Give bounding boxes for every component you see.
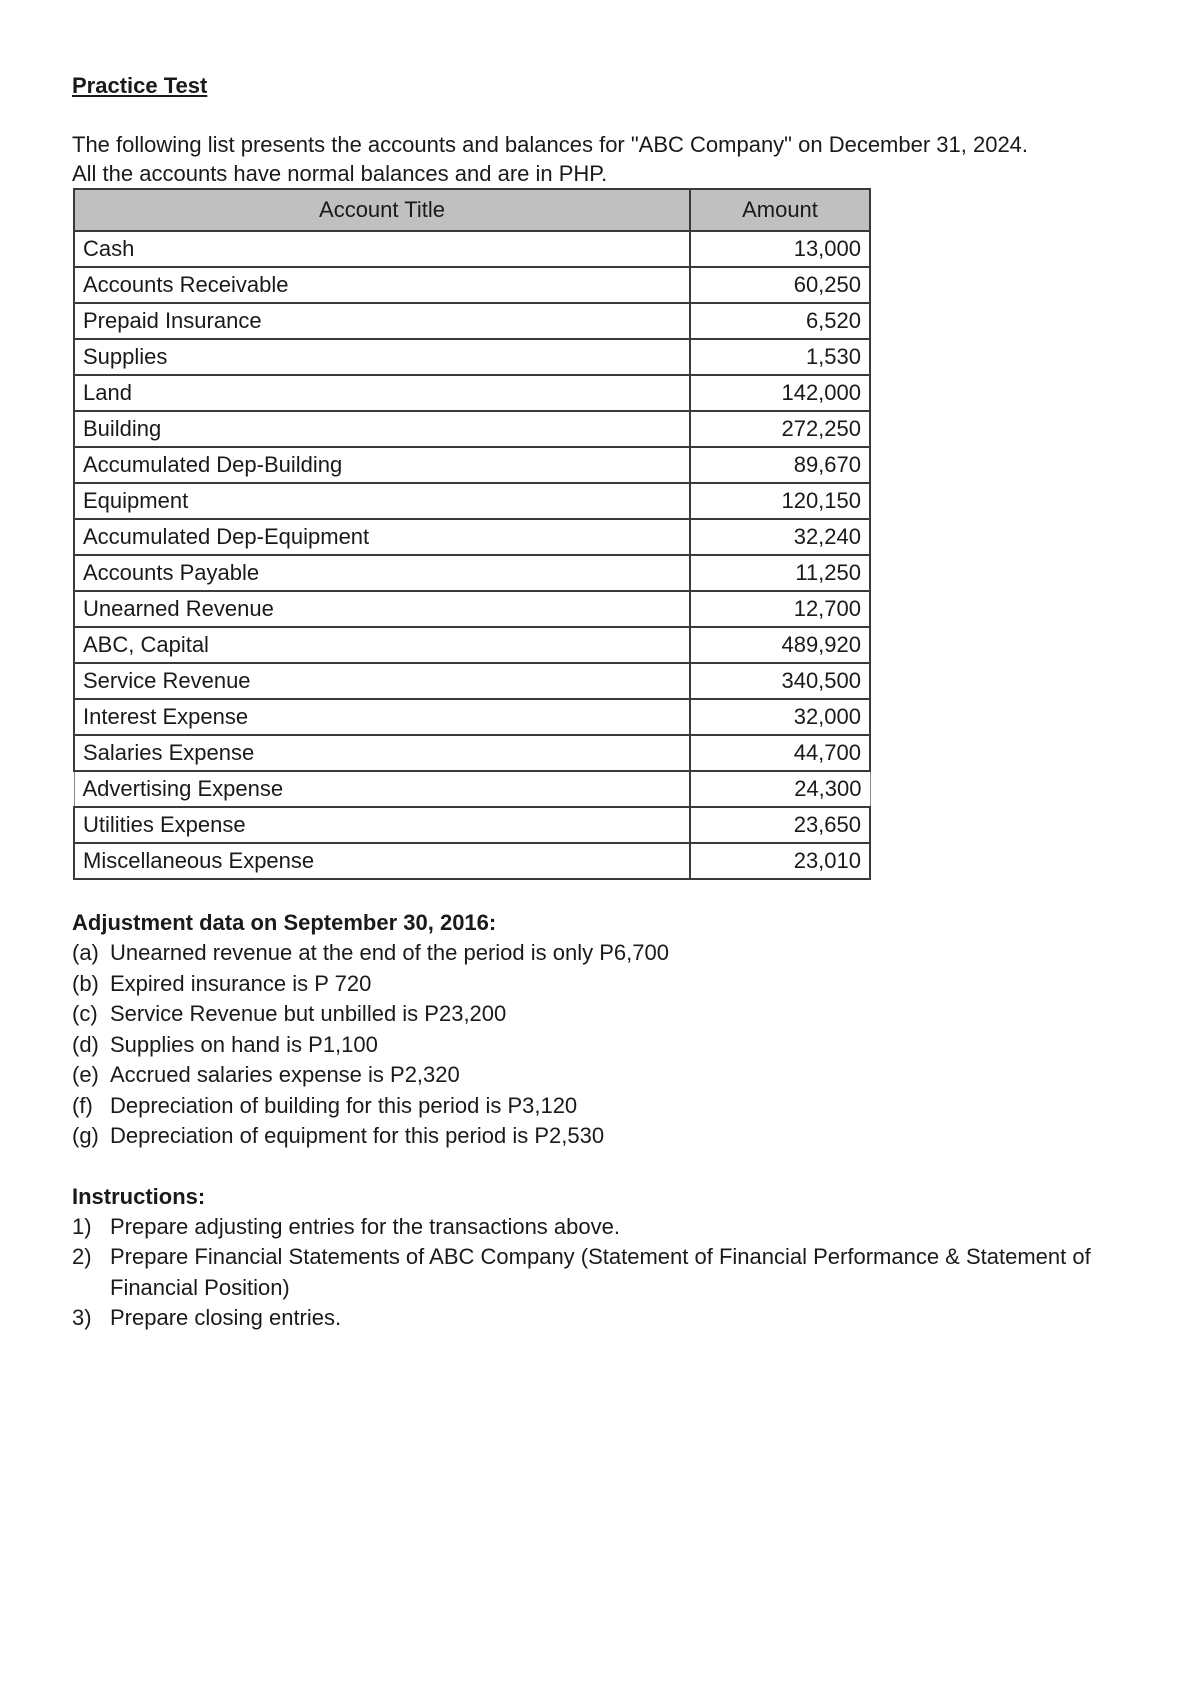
table-row bbox=[74, 447, 870, 483]
header-account-title: Account Title bbox=[74, 189, 690, 231]
accounts-table-body bbox=[74, 231, 870, 879]
amount-cell: 89,670 bbox=[690, 447, 870, 483]
intro-line-2: All the accounts have normal balances and are in PHP. bbox=[72, 161, 608, 186]
account-title-cell: Building bbox=[74, 411, 690, 447]
list-marker: 3) bbox=[72, 1305, 92, 1330]
page-title: Practice Test bbox=[72, 73, 208, 98]
account-title-cell: Equipment bbox=[74, 483, 690, 519]
adjustment-list bbox=[72, 938, 1132, 1152]
account-title-cell: Accounts Payable bbox=[74, 555, 690, 591]
list-text: Depreciation of equipment for this period is P2,530 bbox=[110, 1123, 605, 1148]
table-row bbox=[74, 735, 870, 771]
instructions-heading: Instructions: bbox=[72, 1183, 206, 1209]
list-marker: 2) bbox=[72, 1244, 92, 1269]
instructions-section bbox=[72, 1182, 1132, 1334]
table-row bbox=[74, 339, 870, 375]
table-row bbox=[74, 591, 870, 627]
adjustment-item bbox=[72, 938, 1132, 969]
amount-cell: 44,700 bbox=[690, 735, 870, 771]
account-title-cell: ABC, Capital bbox=[74, 627, 690, 663]
amount-cell: 11,250 bbox=[690, 555, 870, 591]
amount-cell: 1,530 bbox=[690, 339, 870, 375]
table-row bbox=[74, 519, 870, 555]
table-row bbox=[74, 483, 870, 519]
document-page bbox=[72, 72, 1132, 1334]
intro-line-1: The following list presents the accounts and balances for "ABC Company" on December 31, 2024. bbox=[72, 132, 1029, 157]
amount-cell: 142,000 bbox=[690, 375, 870, 411]
list-text: Service Revenue but unbilled is P23,200 bbox=[110, 1001, 507, 1026]
account-title-cell: Accounts Receivable bbox=[74, 267, 690, 303]
amount-cell: 32,000 bbox=[690, 699, 870, 735]
account-title-cell: Accumulated Dep-Building bbox=[74, 447, 690, 483]
list-text: Depreciation of building for this period is P3,120 bbox=[110, 1092, 578, 1118]
list-marker: (g) bbox=[72, 1123, 99, 1148]
amount-cell: 12,700 bbox=[690, 591, 870, 627]
adjustment-section bbox=[72, 908, 1132, 1152]
adjustment-item bbox=[72, 1091, 1132, 1122]
account-title-cell: Interest Expense bbox=[74, 699, 690, 735]
amount-cell: 32,240 bbox=[690, 519, 870, 555]
list-marker: (e) bbox=[72, 1062, 99, 1087]
amount-cell: 489,920 bbox=[690, 627, 870, 663]
instruction-item bbox=[72, 1303, 1132, 1334]
intro-text bbox=[72, 130, 1132, 188]
table-row bbox=[74, 807, 870, 843]
list-marker: (b) bbox=[72, 970, 99, 996]
list-text: Expired insurance is P 720 bbox=[110, 970, 372, 996]
list-text: Unearned revenue at the end of the period is only P6,700 bbox=[110, 940, 669, 965]
table-row bbox=[74, 303, 870, 339]
list-marker: (d) bbox=[72, 1031, 99, 1057]
list-marker: (f) bbox=[72, 1092, 93, 1118]
instructions-list bbox=[72, 1212, 1132, 1334]
table-header-row bbox=[74, 189, 870, 231]
list-text: Supplies on hand is P1,100 bbox=[110, 1031, 378, 1057]
list-text: Prepare adjusting entries for the transactions above. bbox=[110, 1213, 620, 1239]
adjustment-item bbox=[72, 1121, 1132, 1152]
table-row bbox=[74, 627, 870, 663]
table-row bbox=[74, 555, 870, 591]
account-title-cell: Utilities Expense bbox=[74, 807, 690, 843]
amount-cell: 23,650 bbox=[690, 807, 870, 843]
instruction-item bbox=[72, 1242, 1132, 1303]
table-row bbox=[74, 663, 870, 699]
table-row bbox=[74, 375, 870, 411]
amount-cell: 60,250 bbox=[690, 267, 870, 303]
adjustment-item bbox=[72, 999, 1132, 1030]
adjustment-item bbox=[72, 1030, 1132, 1061]
account-title-cell: Miscellaneous Expense bbox=[74, 843, 690, 879]
amount-cell: 13,000 bbox=[690, 231, 870, 267]
amount-cell: 120,150 bbox=[690, 483, 870, 519]
account-title-cell: Accumulated Dep-Equipment bbox=[74, 519, 690, 555]
list-marker: (a) bbox=[72, 940, 99, 965]
amount-cell: 272,250 bbox=[690, 411, 870, 447]
amount-cell: 23,010 bbox=[690, 843, 870, 879]
amount-cell: 24,300 bbox=[690, 771, 870, 807]
adjustment-heading: Adjustment data on September 30, 2016: bbox=[72, 910, 497, 935]
instruction-item bbox=[72, 1212, 1132, 1243]
account-title-cell: Service Revenue bbox=[74, 663, 690, 699]
list-marker: (c) bbox=[72, 1001, 98, 1026]
table-row bbox=[74, 771, 870, 807]
table-row bbox=[74, 231, 870, 267]
list-text: Accrued salaries expense is P2,320 bbox=[110, 1062, 460, 1087]
account-title-cell: Supplies bbox=[74, 339, 690, 375]
accounts-table bbox=[73, 188, 871, 880]
account-title-cell: Unearned Revenue bbox=[74, 591, 690, 627]
adjustment-item bbox=[72, 969, 1132, 1000]
account-title-cell: Cash bbox=[74, 231, 690, 267]
header-amount: Amount bbox=[690, 189, 870, 231]
amount-cell: 6,520 bbox=[690, 303, 870, 339]
account-title-cell: Prepaid Insurance bbox=[74, 303, 690, 339]
list-text: Prepare closing entries. bbox=[110, 1305, 342, 1330]
table-row bbox=[74, 699, 870, 735]
account-title-cell: Advertising Expense bbox=[74, 771, 690, 807]
table-row bbox=[74, 267, 870, 303]
table-row bbox=[74, 843, 870, 879]
list-marker: 1) bbox=[72, 1213, 92, 1239]
account-title-cell: Land bbox=[74, 375, 690, 411]
table-row bbox=[74, 411, 870, 447]
adjustment-item bbox=[72, 1060, 1132, 1091]
amount-cell: 340,500 bbox=[690, 663, 870, 699]
list-text: Prepare Financial Statements of ABC Company (Statement of Financial Performance & Statement of Financial Position) bbox=[110, 1244, 1091, 1300]
account-title-cell: Salaries Expense bbox=[74, 735, 690, 771]
